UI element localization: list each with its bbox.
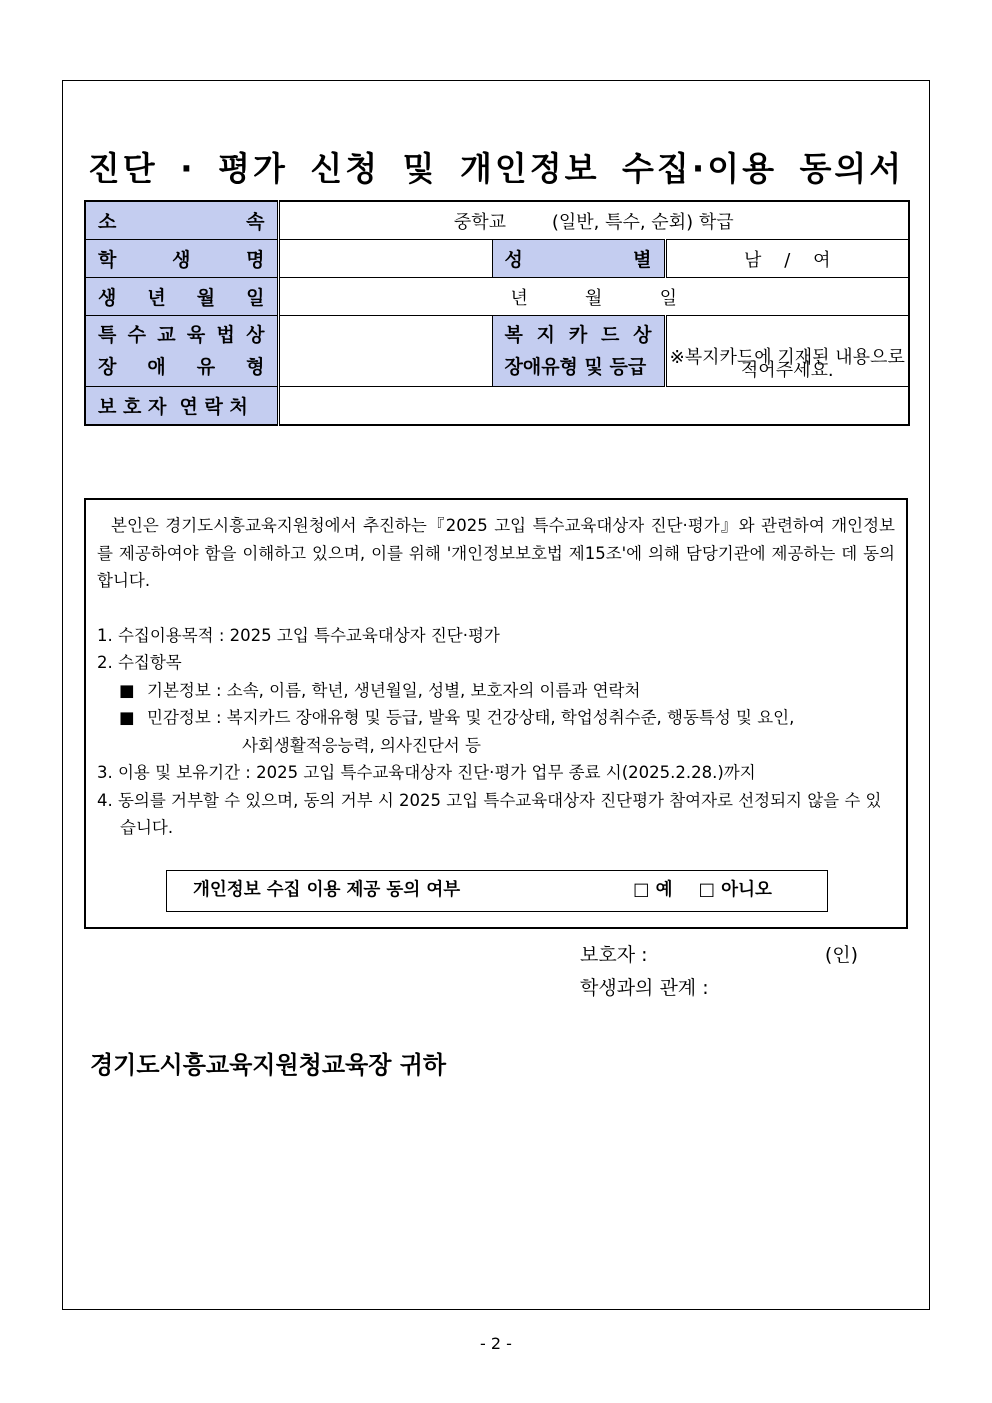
affiliation-label: 소 속 xyxy=(85,201,278,240)
relation-line xyxy=(580,973,709,1000)
basic-info-item: ■ 기본정보 : 소속, 이름, 학년, 생년월일, 성별, 보호자의 이름과 연락처 xyxy=(97,677,895,705)
welfare-card-label: 복 지 카 드 상 장애유형 및 등급 xyxy=(492,316,665,387)
refusal-item: 4. 동의를 거부할 수 있으며, 동의 거부 시 2025 고입 특수교육대상자 진단평가 참여자로 선정되지 않을 수 있습니다. xyxy=(97,790,882,837)
collection-items-heading: 2. 수집항목 xyxy=(97,653,182,672)
guardian-label: 보호자 : xyxy=(580,944,648,966)
welfare-note: ※복지카드에 기재된 내용으로 적어주세요. xyxy=(669,347,905,381)
bullet-square-icon: ■ xyxy=(119,708,135,727)
gender-label: 성 별 xyxy=(492,240,665,278)
affiliation-field[interactable]: 중학교 (일반, 특수, 순회) 학급 xyxy=(278,201,909,240)
birth-label: 생 년 월 일 xyxy=(85,278,278,316)
consent-box xyxy=(84,498,908,929)
disability-type-field[interactable] xyxy=(278,316,492,387)
sensitive-info-item: ■ 민감정보 : 복지카드 장애유형 및 등급, 발육 및 건강상태, 학업성취수준, 행동특성 및 요인, 사회생활적응능력, 의사진단서 등 xyxy=(97,704,895,759)
relation-label: 학생과의 관계 : xyxy=(580,977,709,999)
disability-law-label: 특 수 교 육 법 상 장 애 유 형 xyxy=(85,316,278,387)
guardian-signature-line xyxy=(580,940,858,967)
bullet-square-icon: ■ xyxy=(119,680,135,700)
affiliation-row xyxy=(85,201,909,240)
retention-item: 3. 이용 및 보유기간 : 2025 고입 특수교육대상자 진단·평가 업무 종료 시(2025.2.28.)까지 xyxy=(97,763,756,782)
consent-agreement-box xyxy=(166,870,828,912)
student-name-field[interactable] xyxy=(278,240,492,278)
student-name-label: 학 생 명 xyxy=(85,240,278,278)
purpose-item: 1. 수집이용목적 : 2025 고입 특수교육대상자 진단·평가 xyxy=(97,625,500,645)
student-name-row xyxy=(85,240,909,278)
guardian-contact-label: 보 호 자 연 락 처 xyxy=(85,387,278,426)
welfare-card-field[interactable] xyxy=(665,316,909,387)
gender-field[interactable]: 남 / 여 xyxy=(665,240,909,278)
seal-label[interactable]: (인) xyxy=(824,944,858,966)
guardian-contact-row xyxy=(85,387,909,426)
document-title: 진단 · 평가 신청 및 개인정보 수집·이용 동의서 xyxy=(87,149,905,188)
disability-row xyxy=(85,316,909,387)
birth-field[interactable]: 년 월 일 xyxy=(278,278,909,316)
guardian-contact-field[interactable] xyxy=(278,387,909,426)
birth-row xyxy=(85,278,909,316)
consent-intro: 본인은 경기도시흥교육지원청에서 추진하는『2025 고입 특수교육대상자 진단·평가』와 관련하여 개인정보를 제공하여야 함을 이해하고 있으며, 이를 위해 '개인정보보호법 제15조'에 의해 담당기관에 제공하는 데 동의합니다. xyxy=(97,516,895,590)
recipient: 경기도시흥교육지원청교육장 귀하 xyxy=(90,1051,447,1079)
agreement-question: 개인정보 수집 이용 제공 동의 여부 xyxy=(193,880,461,901)
agree-no-checkbox[interactable]: □ 아니오 xyxy=(698,880,772,901)
agree-yes-checkbox[interactable]: □ 예 xyxy=(633,880,673,901)
page-number: - 2 - xyxy=(480,1334,512,1353)
applicant-info-table xyxy=(84,200,910,426)
